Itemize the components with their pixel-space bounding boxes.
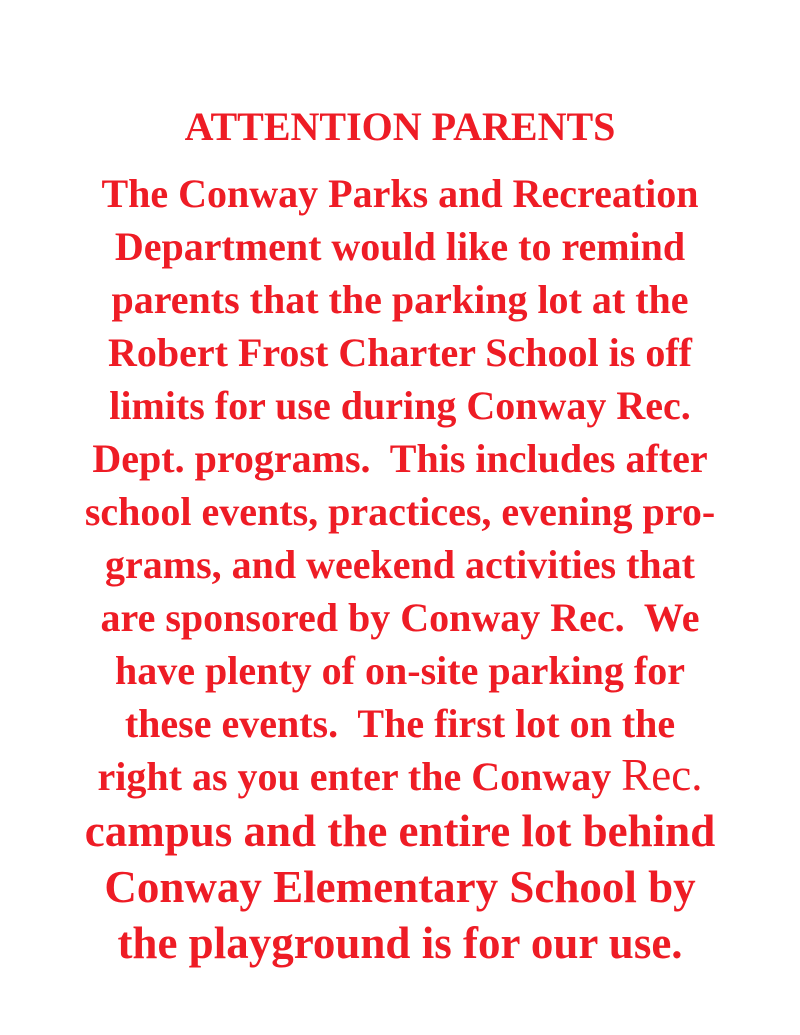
- notice-line-9: are sponsored by Conway Rec. We: [100, 595, 700, 640]
- notice-line-large-3: the playground is for our use.: [117, 918, 683, 968]
- notice-line-4: Robert Frost Charter School is off: [108, 330, 692, 375]
- notice-line-10: have plenty of on-site parking for: [115, 648, 685, 693]
- notice-line-6: Dept. programs. This includes after: [92, 436, 708, 481]
- notice-line-mixed-emphasis: Rec.: [621, 750, 703, 800]
- notice-line-2: Department would like to remind: [114, 224, 686, 269]
- notice-line-7: school events, practices, evening pro-: [84, 489, 716, 534]
- notice-line-3: parents that the parking lot at the: [111, 277, 689, 322]
- notice-line-large-2: Conway Elementary School by: [104, 862, 696, 912]
- notice-line-5: limits for use during Conway Rec.: [109, 383, 691, 428]
- notice-line-1: The Conway Parks and Recreation: [101, 171, 699, 216]
- notice-line-mixed: [0, 750, 800, 803]
- notice-line-mixed-lead: right as you enter the Conway: [97, 754, 622, 799]
- notice-line-11: these events. The first lot on the: [124, 701, 676, 746]
- notice-line-large-1: campus and the entire lot behind: [84, 806, 716, 856]
- notice-line-8: grams, and weekend activities that: [105, 542, 695, 587]
- notice-title: ATTENTION PARENTS: [184, 104, 616, 149]
